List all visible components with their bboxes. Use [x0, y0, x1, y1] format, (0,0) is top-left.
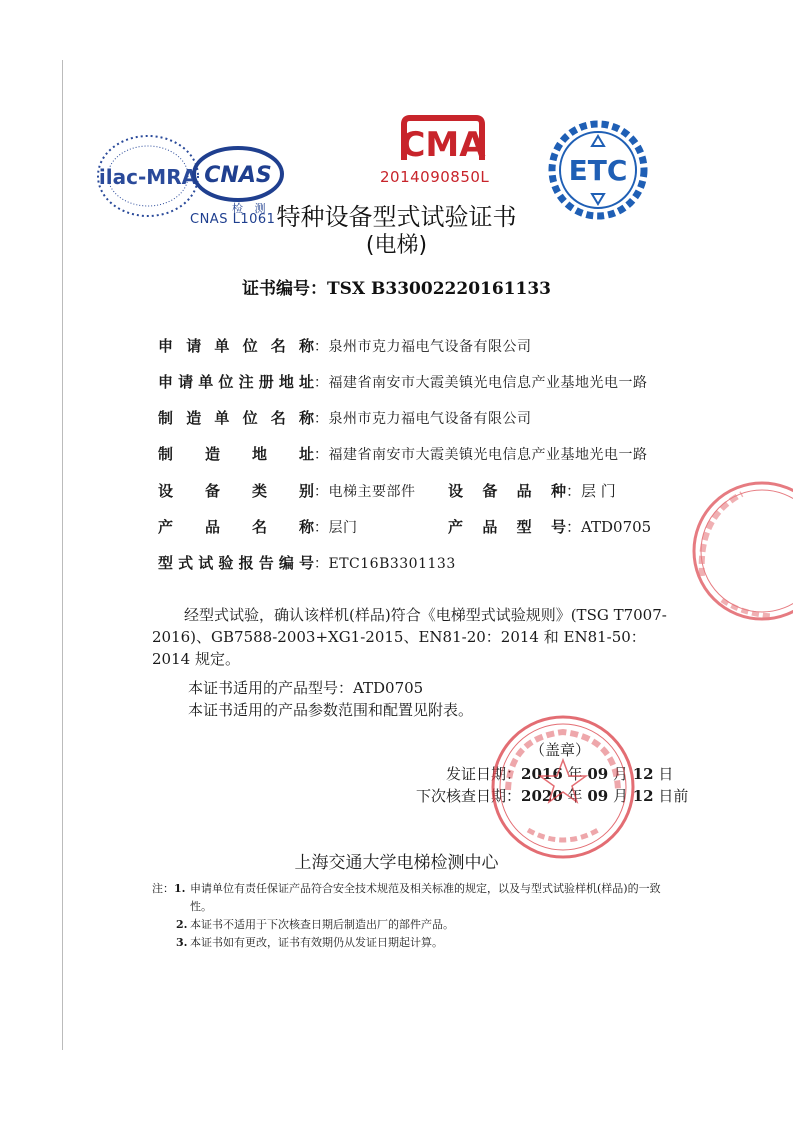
issue-date-month-unit: 月 — [608, 765, 633, 783]
certificate-number: 证书编号：TSX B33002220161133 — [241, 279, 551, 299]
applicant-label: 申请单位名称 — [158, 337, 314, 355]
note-1 — [152, 880, 682, 916]
note-2-number: 2. — [176, 918, 188, 931]
issue-date-year-unit: 年 — [562, 765, 588, 783]
next-check-year-unit: 年 — [562, 787, 588, 805]
equipment-variety-value: ：层 门 — [566, 482, 616, 500]
note-prefix-3 — [176, 934, 187, 952]
note-1-number: 1. — [174, 882, 186, 895]
note-prefix: 注： — [152, 882, 174, 895]
next-check-month: 09 — [587, 787, 609, 805]
issue-date-month: 09 — [587, 765, 609, 783]
cnas-text: CNAS — [204, 163, 272, 188]
next-check-day-unit: 日前 — [653, 787, 689, 805]
mfg-address-value: ：福建省南安市大霞美镇光电信息产业基地光电一路 — [314, 447, 648, 463]
manufacturer-row — [158, 408, 532, 429]
applicant-row — [158, 336, 532, 357]
cma-number: 2014090850L — [380, 168, 490, 186]
equipment-category-label: 设备类别 — [158, 482, 314, 500]
note-2-text: 本证书不适用于下次核查日期后制造出厂的部件产品。 — [190, 918, 454, 931]
product-name-value: ：层门 — [314, 520, 358, 536]
etc-text: ETC — [568, 154, 628, 187]
note-prefix-1 — [152, 880, 185, 898]
note-2 — [152, 916, 682, 934]
reg-address-label: 申请单位注册地址 — [158, 373, 314, 391]
manufacturer-label: 制造单位名称 — [158, 409, 314, 427]
ilac-text: ilac-MRA — [98, 165, 198, 189]
product-model-label: 产品型号 — [448, 518, 566, 536]
issuer-name: 上海交通大学电梯检测中心 — [294, 853, 499, 873]
mfg-address-row — [158, 444, 648, 465]
next-check-year: 2020 — [521, 787, 563, 805]
conformity-paragraph: 经型式试验，确认该样机(样品)符合《电梯型式试验规则》(TSG T7007-2016)、GB7588-2003+XG1-2015、EN81-20：2014 和 EN81-50：2014 规定。 — [152, 606, 667, 668]
cma-logo — [396, 114, 490, 164]
certificate-subtitle: (电梯) — [365, 233, 428, 258]
applicable-model-paragraph: 本证书适用的产品型号：ATD0705 — [188, 679, 424, 697]
cnas-sub-label: 检 测 — [232, 202, 270, 215]
stamp-note: （盖章） — [530, 741, 591, 759]
product-name-label: 产品名称 — [158, 518, 314, 536]
equipment-variety-row — [448, 481, 616, 501]
next-check-month-unit: 月 — [608, 787, 633, 805]
report-no-label: 型式试验报告编号 — [158, 554, 314, 572]
issue-date-day: 12 — [632, 765, 654, 783]
issue-date — [446, 763, 673, 785]
edge-seal — [682, 476, 793, 626]
cma-text: CMA — [400, 125, 486, 164]
parameter-range-paragraph: 本证书适用的产品参数范围和配置见附表。 — [188, 701, 474, 719]
issue-date-day-unit: 日 — [653, 765, 674, 783]
issue-date-year: 2016 — [521, 765, 563, 783]
next-check-date — [416, 785, 688, 807]
report-no-row — [158, 553, 456, 574]
equipment-category-value: ：电梯主要部件 — [314, 484, 416, 500]
note-3-text: 本证书如有更改，证书有效期仍从发证日期起计算。 — [190, 936, 443, 949]
note-3 — [152, 934, 682, 952]
next-check-label: 下次核查日期： — [416, 787, 522, 805]
product-model-row — [448, 517, 651, 537]
reg-address-value: ：福建省南安市大霞美镇光电信息产业基地光电一路 — [314, 375, 648, 391]
equipment-variety-label: 设备品种 — [448, 482, 566, 500]
cnas-code: CNAS L1061 — [190, 212, 276, 227]
next-check-day: 12 — [632, 787, 654, 805]
product-name-row — [158, 517, 358, 538]
manufacturer-value: ：泉州市克力福电气设备有限公司 — [314, 411, 532, 427]
reg-address-row — [158, 372, 648, 393]
note-prefix-2 — [176, 916, 187, 934]
issue-date-label: 发证日期： — [446, 765, 522, 783]
applicant-value: ：泉州市克力福电气设备有限公司 — [314, 339, 532, 355]
note-1-text: 申请单位有责任保证产品符合安全技术规范及相关标准的规定，以及与型式试验样机(样品)的一致性。 — [190, 882, 661, 913]
notes — [152, 880, 682, 952]
note-3-number: 3. — [176, 936, 188, 949]
equipment-category-row — [158, 481, 416, 502]
report-no-value: ：ETC16B3301133 — [314, 556, 456, 572]
certificate-title: 特种设备型式试验证书 — [276, 203, 517, 231]
product-model-value: ：ATD0705 — [566, 518, 652, 536]
mfg-address-label: 制造地址 — [158, 445, 314, 463]
